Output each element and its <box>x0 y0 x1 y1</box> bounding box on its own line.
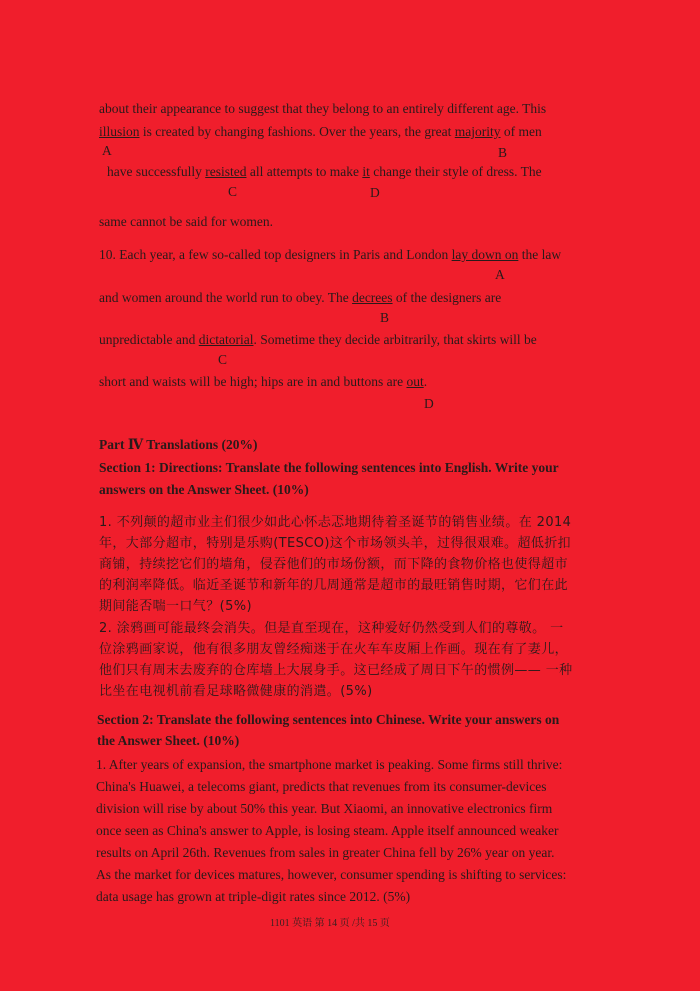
underlined-option-a: illusion <box>99 124 140 139</box>
underlined-option-b: majority <box>454 124 501 139</box>
underlined-option-b: decrees <box>352 290 393 305</box>
chinese-text-line: 的利润率降低。临近圣诞节和新年的几周通常是超市的最旺销售时期，它们在此 <box>99 578 569 593</box>
option-marker: D <box>424 396 434 411</box>
english-text-line: results on April 26th. Revenues from sales in greater China fell by 26% year on year. <box>96 845 555 860</box>
option-marker: C <box>228 184 238 199</box>
option-marker: A <box>102 143 112 158</box>
chinese-text-line: 1. 不列颠的超市业主们很少如此心怀忐忑地期待着圣诞节的销售业绩。在 2014 <box>99 515 572 530</box>
underlined-option-d: out <box>406 374 424 389</box>
option-marker: D <box>370 185 380 200</box>
underlined-option-a: lay down on <box>451 247 519 262</box>
passage-line: about their appearance to suggest that they belong to an entirely different age. This <box>99 101 547 116</box>
chinese-text-line: 2. 涂鸦画可能最终会消失。但是直至现在，这种爱好仍然受到人们的尊敬。 一 <box>99 621 564 636</box>
page-footer: 1101 英语 第 14 页 /共 15 页 <box>270 918 390 929</box>
english-text-line: once seen as China's answer to Apple, is losing steam. Apple itself announced weaker <box>96 823 559 838</box>
chinese-text-line: 他们只有周末去废弃的仓库墙上大展身手。这已经成了周日下午的惯例—— 一种 <box>99 663 573 678</box>
english-text-line: As the market for devices matures, however, consumer spending is shifting to services: <box>96 867 567 882</box>
chinese-text-line: 位涂鸦画家说，他有很多朋友曾经痴迷于在火车车皮厢上作画。现在有了妻儿， <box>99 642 569 657</box>
chinese-text-line: 年，大部分超市，特别是乐购(TESCO)这个市场领头羊，过得很艰难。超低折扣 <box>99 536 572 551</box>
english-text-line: 1. After years of expansion, the smartphone market is peaking. Some firms still thrive: <box>96 757 563 772</box>
chinese-text-line: 比坐在电视机前看足球略微健康的消遣。(5%) <box>99 684 373 699</box>
section-heading: Section 2: Translate the following sentences into Chinese. Write your answers on <box>97 712 560 727</box>
option-marker: B <box>380 310 390 325</box>
option-marker: B <box>498 145 508 160</box>
underlined-option-d: it <box>362 164 370 179</box>
passage-line: illusion is created by changing fashions. Over the years, the great majority of men <box>99 124 542 139</box>
chinese-text-line: 期间能否喘一口气？(5%) <box>99 599 252 614</box>
section-heading: the Answer Sheet. (10%) <box>97 733 240 748</box>
passage-line: short and waists will be high; hips are in and buttons are out. <box>99 374 428 389</box>
section-heading: Section 1: Directions: Translate the following sentences into English. Write your <box>99 460 559 475</box>
part-title: Part Ⅳ Translations (20%) <box>99 437 258 452</box>
passage-line: have successfully resisted all attempts to make it change their style of dress. The <box>107 164 542 179</box>
english-text-line: China's Huawei, a telecoms giant, predicts that revenues from its consumer-devices <box>96 779 547 794</box>
option-marker: A <box>495 267 505 282</box>
underlined-option-c: resisted <box>205 164 247 179</box>
section-heading: answers on the Answer Sheet. (10%) <box>99 482 309 497</box>
passage-line: 10. Each year, a few so-called top designers in Paris and London lay down on the law <box>99 247 562 262</box>
underlined-option-c: dictatorial <box>198 332 254 347</box>
english-text-line: data usage has grown at triple-digit rates since 2012. (5%) <box>96 889 411 904</box>
passage-line: unpredictable and dictatorial. Sometime they decide arbitrarily, that skirts will be <box>99 332 537 347</box>
passage-line: and women around the world run to obey. The decrees of the designers are <box>99 290 502 305</box>
english-text-line: division will rise by about 50% this year. But Xiaomi, an innovative electronics firm <box>96 801 553 816</box>
option-marker: C <box>218 352 228 367</box>
chinese-text-line: 商铺，持续挖它们的墙角，侵吞他们的市场份额，而下降的食物价格也使得超市 <box>99 557 569 572</box>
passage-line: same cannot be said for women. <box>99 214 273 229</box>
